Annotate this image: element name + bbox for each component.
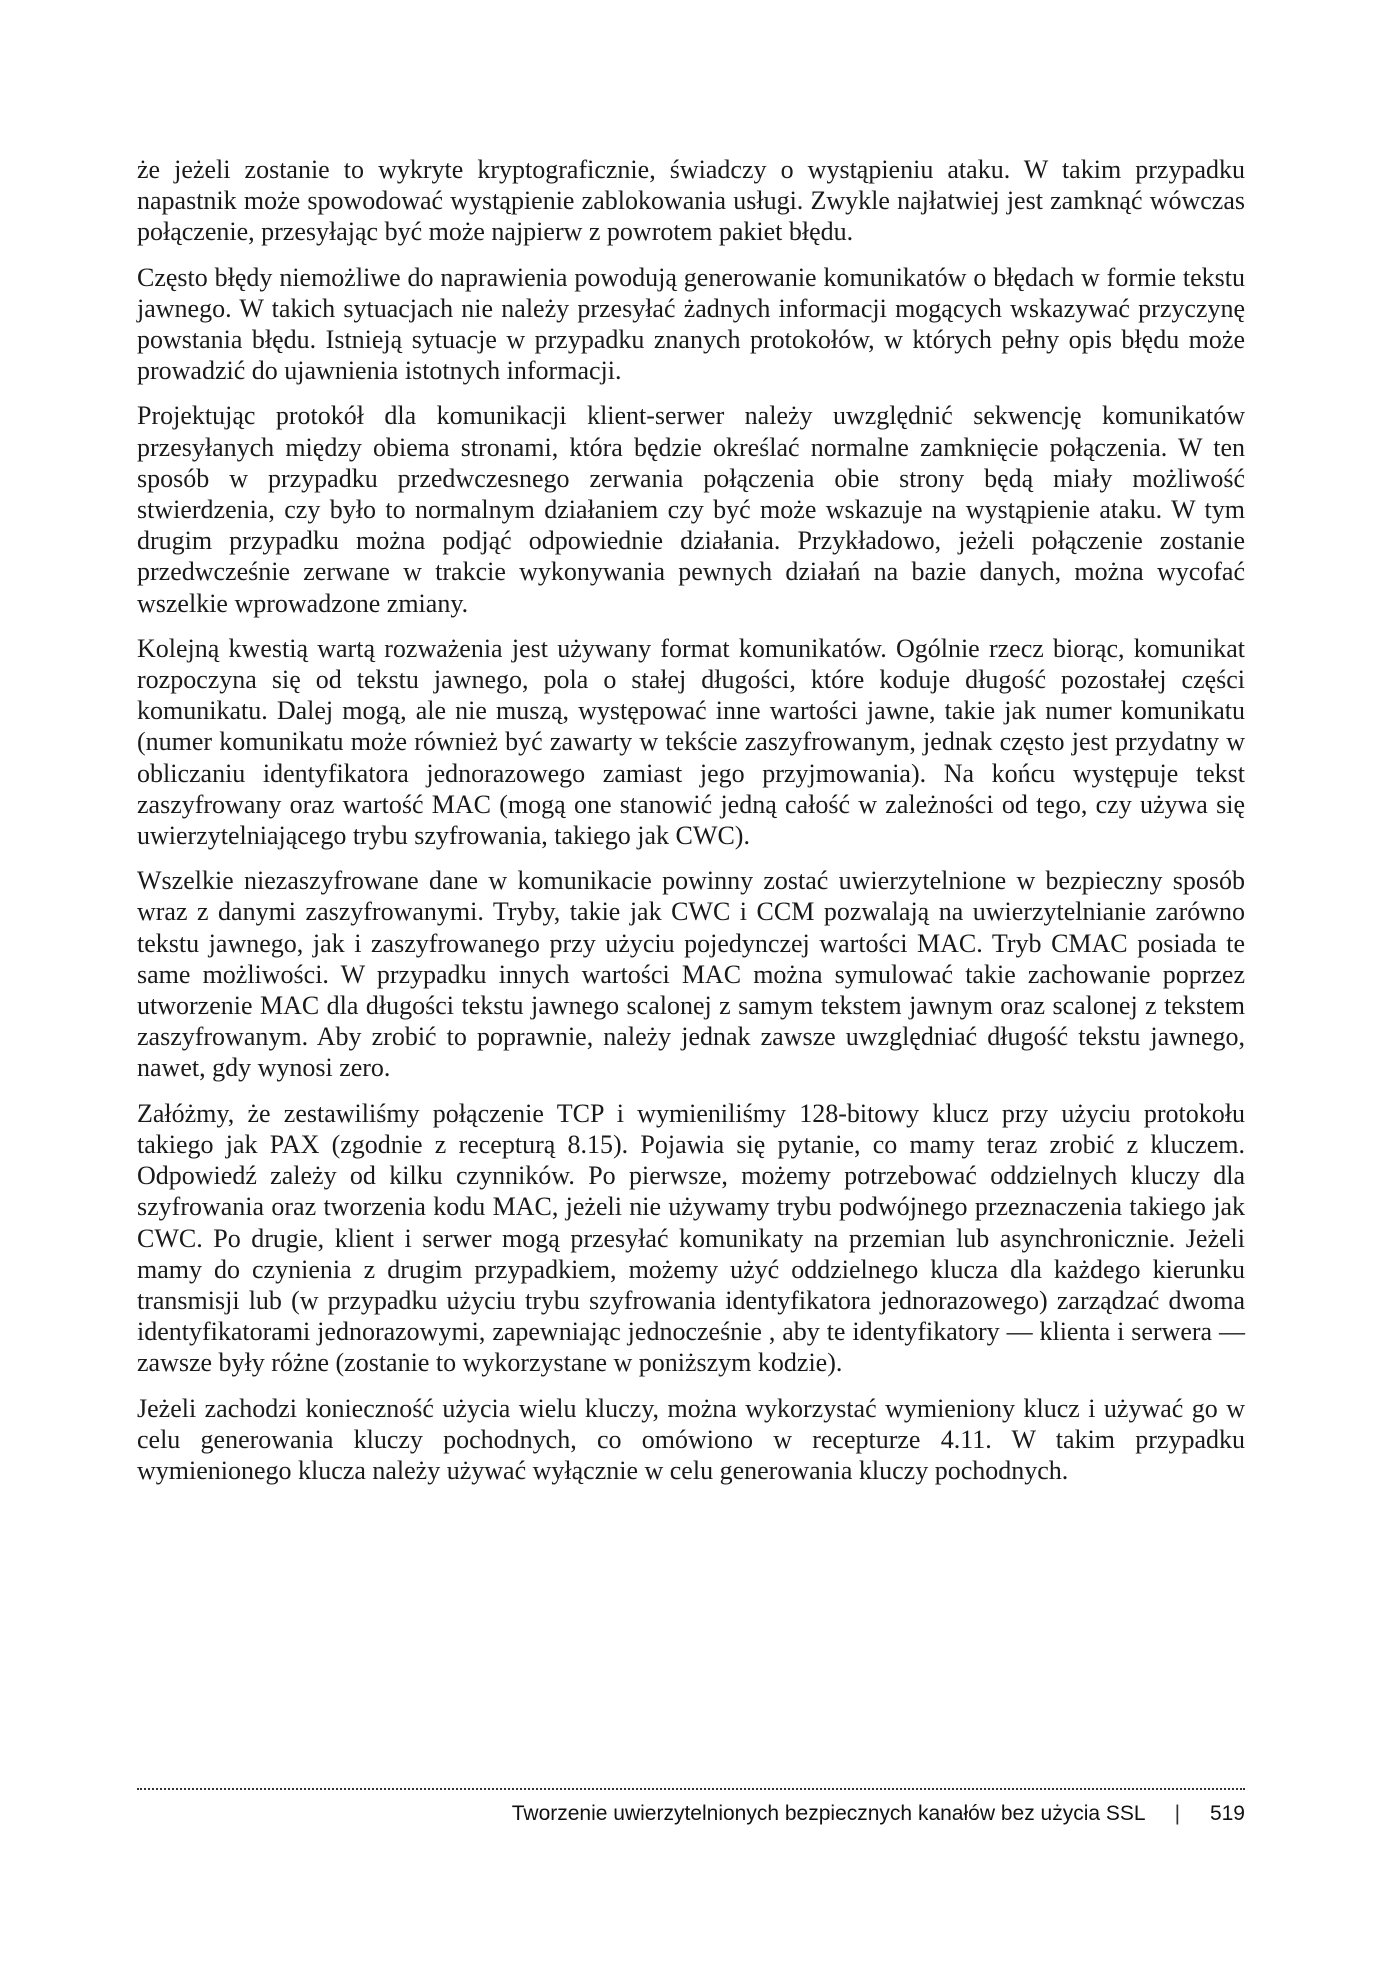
paragraph-1: że jeżeli zostanie to wykryte kryptograficznie, świadczy o wystąpieniu ataku. W takim przypadku napastnik może spowodować wystąpienie zablokowania usługi. Zwykle najłatwiej jest zamknąć wówczas połączenie, przesyłając być może najpierw z powrotem pakiet błędu. xyxy=(137,155,1245,247)
paragraph-6: Załóżmy, że zestawiliśmy połączenie TCP i wymieniliśmy 128-bitowy klucz przy użyciu protokołu takiego jak PAX (zgodnie z recepturą 8.15). Pojawia się pytanie, co mamy teraz zrobić z kluczem. Odpowiedź zależy od kilku czynników. Po pierwsze, możemy potrzebować oddzielnych kluczy dla szyfrowania oraz tworzenia kodu MAC, jeżeli nie używamy trybu podwójnego przeznaczenia takiego jak CWC. Po drugie, klient i serwer mogą przesyłać komunikaty na przemian lub asynchronicznie. Jeżeli mamy do czynienia z drugim przypadkiem, możemy użyć oddzielnego klucza dla każdego kierunku transmisji lub (w przypadku użyciu trybu szyfrowania identyfikatora jednorazowego) zarządzać dwoma identyfikatorami jednorazowymi, zapewniając jednocześnie , aby te identyfikatory — klienta i serwera — zawsze były różne (zostanie to wykorzystane w poniższym kodzie). xyxy=(137,1098,1245,1378)
running-footer xyxy=(137,1802,1245,1826)
paragraph-3: Projektując protokół dla komunikacji klient-serwer należy uwzględnić sekwencję komunikatów przesyłanych między obiema stronami, która będzie określać normalne zamknięcie połączenia. W ten sposób w przypadku przedwczesnego zerwania połączenia obie strony będą miały możliwość stwierdzenia, czy było to normalnym działaniem czy być może wskazuje na wystąpienie ataku. W tym drugim przypadku można podjąć odpowiednie działania. Przykładowo, jeżeli połączenie zostanie przedwcześnie zerwane w trakcie wykonywania pewnych działań na bazie danych, można wycofać wszelkie wprowadzone zmiany. xyxy=(137,401,1245,618)
paragraph-5: Wszelkie niezaszyfrowane dane w komunikacie powinny zostać uwierzytelnione w bezpieczny sposób wraz z danymi zaszyfrowanymi. Tryby, takie jak CWC i CCM pozwalają na uwierzytelnianie zarówno tekstu jawnego, jak i zaszyfrowanego przy użyciu pojedynczej wartości MAC. Tryb CMAC posiada te same możliwości. W przypadku innych wartości MAC można symulować takie zachowanie poprzez utworzenie MAC dla długości tekstu jawnego scalonej z samym tekstem jawnym oraz scalonej z tekstem zaszyfrowanym. Aby zrobić to poprawnie, należy jednak zawsze uwzględniać długość tekstu jawnego, nawet, gdy wynosi zero. xyxy=(137,866,1245,1083)
page-footer xyxy=(137,1788,1245,1826)
paragraph-2: Często błędy niemożliwe do naprawienia powodują generowanie komunikatów o błędach w formie tekstu jawnego. W takich sytuacjach nie należy przesyłać żadnych informacji mogących wskazywać przyczynę powstania błędu. Istnieją sytuacje w przypadku znanych protokołów, w których pełny opis błędu może prowadzić do ujawnienia istotnych informacji. xyxy=(137,262,1245,386)
footer-divider xyxy=(137,1788,1245,1790)
footer-chapter-title: Tworzenie uwierzytelnionych bezpiecznych kanałów bez użycia SSL xyxy=(511,1802,1145,1825)
page-number: 519 xyxy=(1209,1802,1245,1825)
footer-separator: | xyxy=(1174,1802,1181,1825)
page-body xyxy=(137,154,1245,1500)
paragraph-4: Kolejną kwestią wartą rozważenia jest używany format komunikatów. Ogólnie rzecz biorąc, komunikat rozpoczyna się od tekstu jawnego, pola o stałej długości, które koduje długość pozostałej części komunikatu. Dalej mogą, ale nie muszą, występować inne wartości jawne, takie jak numer komunikatu (numer komunikatu może również być zawarty w tekście zaszyfrowanym, jednak często jest przydatny w obliczaniu identyfikatora jednorazowego zamiast jego przyjmowania). Na końcu występuje tekst zaszyfrowany oraz wartość MAC (mogą one stanowić jedną całość w zależności od tego, czy używa się uwierzytelniającego trybu szyfrowania, takiego jak CWC). xyxy=(137,633,1245,851)
paragraph-7: Jeżeli zachodzi konieczność użycia wielu kluczy, można wykorzystać wymieniony klucz i używać go w celu generowania kluczy pochodnych, co omówiono w recepturze 4.11. W takim przypadku wymienionego klucza należy używać wyłącznie w celu generowania kluczy pochodnych. xyxy=(137,1393,1245,1485)
